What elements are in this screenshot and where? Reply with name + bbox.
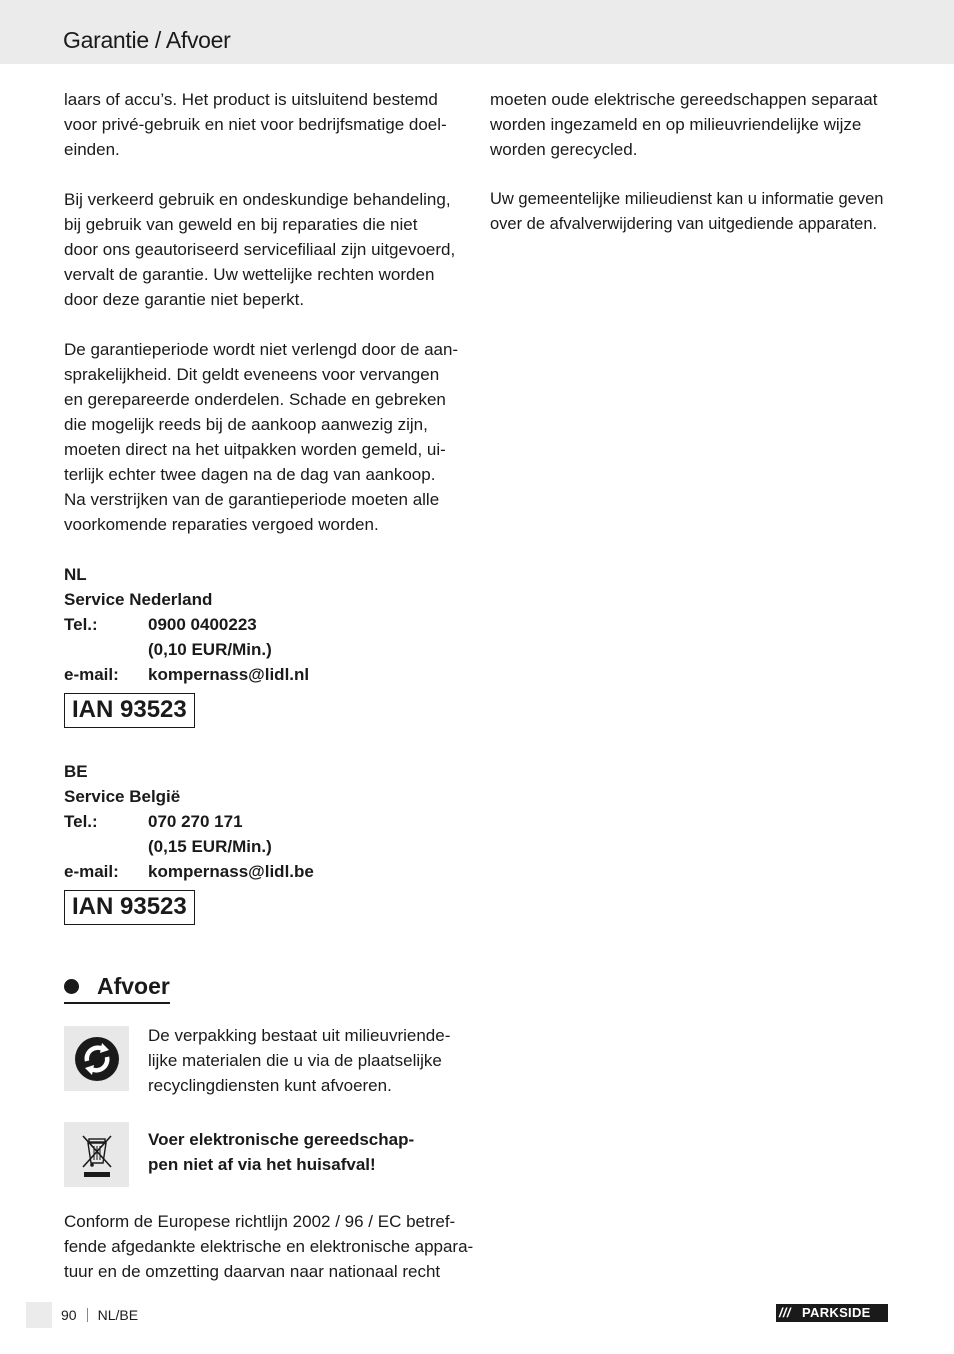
ian-number-box: IAN 93523 — [64, 693, 195, 728]
text-line: worden ingezameld en op milieuvriendelijke wijze — [490, 115, 862, 134]
paragraph-separate-collection — [490, 87, 890, 162]
paragraph-warranty-void — [64, 187, 464, 312]
text-line: terlijk echter twee dagen na de dag van aankoop. — [64, 465, 436, 484]
text-line: recyclingdiensten kunt afvoeren. — [148, 1076, 392, 1095]
text-line: De garantieperiode wordt niet verlengd door de aan- — [64, 340, 459, 359]
crossed-out-wheelie-bin-icon — [64, 1122, 129, 1187]
green-dot-recycle-icon — [64, 1026, 129, 1091]
phone-row — [64, 612, 464, 637]
service-name: Service België — [64, 787, 181, 806]
text-line: sprakelijkheid. Dit geldt eveneens voor vervangen — [64, 365, 440, 384]
text-line: Voer elektronische gereedschap- — [148, 1130, 415, 1149]
left-column — [64, 87, 474, 1284]
service-block-be — [64, 759, 464, 925]
text-line: Conform de Europese richtlijn 2002 / 96 / EC betref- — [64, 1212, 456, 1231]
weee-warning-text — [148, 1127, 414, 1177]
text-line: vervalt de garantie. Uw wettelijke rechten worden — [64, 265, 435, 284]
brand-name: PARKSIDE — [802, 1305, 871, 1320]
logo-slashes: /// — [779, 1305, 791, 1320]
page-title: Garantie / Afvoer — [63, 27, 231, 53]
text-line: laars of accu’s. Het product is uitsluitend bestemd — [64, 90, 438, 109]
service-name: Service Nederland — [64, 590, 213, 609]
section-title: Afvoer — [97, 973, 170, 999]
packaging-text — [148, 1023, 450, 1098]
page-number: 90 — [61, 1307, 77, 1323]
weee-notice — [64, 1122, 464, 1187]
text-line: fende afgedankte elektrische en elektronische appara- — [64, 1237, 474, 1256]
text-line: worden gerecycled. — [490, 140, 638, 159]
text-line: Bij verkeerd gebruik en ondeskundige behandeling, — [64, 190, 451, 209]
right-column — [490, 87, 890, 237]
phone-row — [64, 809, 464, 834]
email-label: e-mail: — [64, 862, 119, 881]
phone-rate: (0,15 EUR/Min.) — [148, 837, 272, 856]
email-label: e-mail: — [64, 665, 119, 684]
footer-page-info — [61, 1306, 138, 1324]
service-block-nl — [64, 562, 464, 728]
text-line: lijke materialen die u via de plaatselijke — [148, 1051, 442, 1070]
email-row — [64, 662, 464, 687]
rate-row — [64, 637, 464, 662]
phone-label: Tel.: — [64, 615, 98, 634]
phone-number: 070 270 171 — [148, 812, 243, 831]
email-address: kompernass@lidl.be — [148, 862, 314, 881]
packaging-notice — [64, 1026, 464, 1098]
footer-marker — [26, 1302, 52, 1328]
paragraph-warranty-period — [64, 337, 464, 537]
text-line: bij gebruik van geweld en bij reparaties die niet — [64, 215, 418, 234]
text-line: moeten oude elektrische gereedschappen separaat — [490, 90, 878, 109]
section-heading-afvoer — [64, 972, 170, 1004]
text-line: tuur en de omzetting daarvan naar nationaal recht — [64, 1262, 441, 1281]
footer-divider — [87, 1308, 88, 1322]
text-line: en gerepareerde onderdelen. Schade en gebreken — [64, 390, 446, 409]
email-address: kompernass@lidl.nl — [148, 665, 310, 684]
paragraph-directive — [64, 1209, 474, 1284]
country-code: BE — [64, 762, 88, 781]
ian-number-box: IAN 93523 — [64, 890, 195, 925]
text-line: die mogelijk reeds bij de aankoop aanwezig zijn, — [64, 415, 428, 434]
text-line: De verpakking bestaat uit milieuvriende- — [148, 1026, 451, 1045]
text-line: einden. — [64, 140, 120, 159]
text-line: Na verstrijken van de garantieperiode moeten alle — [64, 490, 440, 509]
phone-label: Tel.: — [64, 812, 98, 831]
email-row — [64, 859, 464, 884]
text-line: voor privé-gebruik en niet voor bedrijfsmatige doel- — [64, 115, 447, 134]
brand-logo — [776, 1304, 888, 1322]
rate-row — [64, 834, 464, 859]
language-code: NL/BE — [97, 1307, 139, 1323]
text-line: moeten direct na het uitpakken worden gemeld, ui- — [64, 440, 446, 459]
text-line: pen niet af via het huisafval! — [148, 1155, 376, 1174]
text-line: door deze garantie niet beperkt. — [64, 290, 305, 309]
phone-rate: (0,10 EUR/Min.) — [148, 640, 272, 659]
paragraph-warranty-scope — [64, 87, 464, 162]
text-line: voorkomende reparaties vergoed worden. — [64, 515, 379, 534]
bullet-icon — [64, 979, 79, 994]
text-line: door ons geautoriseerd servicefiliaal zijn uitgevoerd, — [64, 240, 456, 259]
text-line: over de afvalverwijdering van uitgediende apparaten. — [490, 215, 878, 233]
paragraph-municipal-info — [490, 187, 890, 237]
phone-number: 0900 0400223 — [148, 615, 257, 634]
text-line: Uw gemeentelijke milieudienst kan u informatie geven — [490, 190, 884, 208]
country-code: NL — [64, 565, 87, 584]
